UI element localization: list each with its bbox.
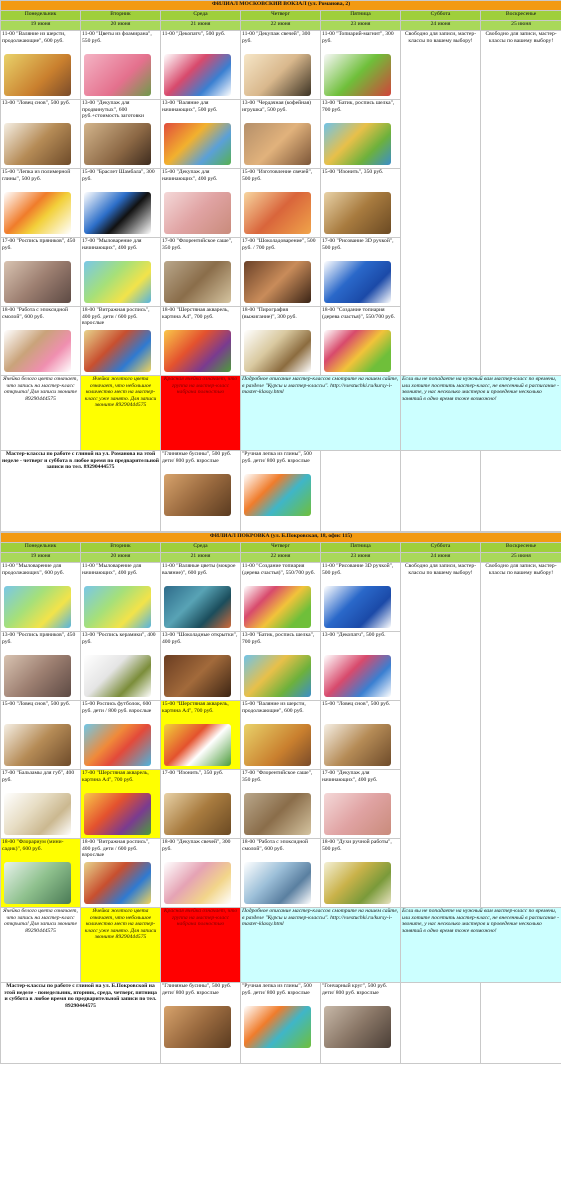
legend-contact: Если вы не попадаете на нужный вам мастер-класс по времени, или хотите посетить мастер-класс, не внесенный в расписание - звоните, у нас несколько мастеров и проведение несколько занятий в одно время тоже возможно! — [401, 376, 561, 451]
class-photo — [164, 655, 231, 697]
date-header: 19 июня — [1, 553, 81, 563]
class-photo — [244, 724, 311, 766]
class-label: "Глиняные бусины", 500 руб. дети/ 800 руб. взрослые — [162, 451, 232, 464]
date-header: 22 июня — [241, 21, 321, 31]
class-label: 13-00 "Ловец снов", 500 руб. — [2, 100, 71, 106]
clay-class-cell[interactable] — [241, 983, 321, 1064]
class-label: 11-00 "Цветы из фоамирана", 550 руб. — [82, 31, 152, 44]
schedule-table-branch2 — [0, 532, 561, 1064]
class-cell[interactable] — [241, 169, 321, 238]
class-photo — [84, 586, 151, 628]
clay-class-cell[interactable] — [241, 451, 321, 532]
class-photo — [324, 586, 391, 628]
class-photo — [84, 862, 151, 904]
class-photo — [164, 586, 231, 628]
class-cell[interactable] — [321, 632, 401, 701]
class-photo — [244, 330, 311, 372]
class-photo — [4, 123, 71, 165]
class-cell[interactable] — [161, 31, 241, 100]
clay-class-cell[interactable] — [321, 983, 401, 1064]
class-photo — [84, 192, 151, 234]
class-cell[interactable] — [81, 839, 161, 908]
class-label: 15-00 Роспись футболок, 600 руб. дети / 800 руб. взрослые — [82, 701, 152, 714]
legend-open: Ячейка белого цвета означает, что запись на мастер-класс открыта! Для записи звоните 89290444575 — [1, 908, 81, 983]
class-label: "Глиняные бусины", 500 руб. дети/ 800 руб. взрослые — [162, 983, 232, 996]
class-photo — [164, 1006, 231, 1048]
class-cell[interactable] — [161, 169, 241, 238]
class-cell[interactable] — [81, 31, 161, 100]
date-header: 25 июня — [481, 21, 561, 31]
class-label: 17-00 "Изонить", 350 руб. — [162, 770, 224, 776]
class-photo — [244, 54, 311, 96]
class-cell[interactable] — [161, 701, 241, 770]
class-cell[interactable] — [321, 701, 401, 770]
class-label: 13-00 "Роспись керамики", 400 руб. — [82, 632, 156, 645]
class-cell[interactable] — [161, 307, 241, 376]
day-header: Среда — [161, 11, 241, 21]
class-label: 17-00 "Декупаж для начинающих", 400 руб. — [322, 770, 378, 783]
class-cell[interactable] — [241, 563, 321, 632]
empty-cell — [321, 451, 401, 532]
class-label: 18-00 "Работа с эпоксидной смолой", 600 руб. — [2, 307, 69, 320]
class-cell[interactable] — [81, 563, 161, 632]
class-photo — [244, 793, 311, 835]
class-cell[interactable] — [1, 632, 81, 701]
class-label: 15-00 "Лепка из полимерной глины", 500 руб. — [2, 169, 71, 182]
legend-open: Ячейка белого цвета означает, что запись на мастер-класс открыта! Для записи звоните 89290444575 — [1, 376, 81, 451]
class-label: 15-00 "Валяние из шерсти, продолжающие", 600 руб. — [242, 701, 306, 714]
class-cell[interactable] — [81, 770, 161, 839]
class-label: 13-00 "Валяние для начинающих", 500 руб. — [162, 100, 218, 113]
class-label: 11-00 "Мыловарение для продолжающих", 600 руб. — [2, 563, 64, 576]
class-cell[interactable] — [321, 169, 401, 238]
class-photo — [244, 192, 311, 234]
class-photo — [4, 586, 71, 628]
empty-cell — [481, 451, 561, 532]
class-cell[interactable] — [161, 839, 241, 908]
date-header: 24 июня — [401, 21, 481, 31]
class-cell[interactable] — [81, 169, 161, 238]
class-photo — [164, 724, 231, 766]
class-label: 18-00 "Витражная роспись", 400 руб. дети / 600 руб. взрослые — [82, 839, 150, 859]
class-cell[interactable] — [241, 31, 321, 100]
day-header: Четверг — [241, 11, 321, 21]
clay-note: Мастер-классы по работе с глиной на ул. Б.Покровской на этой неделе - понедельник, вторник, среда, четверг, пятница и суббота в любое время по предварительной записи по тел. 89290444575 — [1, 983, 161, 1064]
day-header: Среда — [161, 543, 241, 553]
clay-class-cell[interactable] — [161, 451, 241, 532]
date-header: 21 июня — [161, 553, 241, 563]
class-label: 17-00 "Шерстяная акварель, картина А4", 700 руб. — [82, 770, 149, 783]
class-photo — [84, 330, 151, 372]
legend-full: Красная ячейка означает, что группа на мастер-класс набрана полностью — [161, 908, 241, 983]
legend-full: Красная ячейка означает, что группа на мастер-класс набрана полностью — [161, 376, 241, 451]
class-cell[interactable] — [161, 100, 241, 169]
class-photo — [164, 862, 231, 904]
class-label: 18-00 "Духи ручной работы", 500 руб. — [322, 839, 392, 852]
class-label: 18-00 "Создание топиария (дерева счастья)", 550/700 руб. — [322, 307, 396, 320]
class-cell[interactable] — [161, 770, 241, 839]
class-photo — [84, 54, 151, 96]
class-label: 15-00 "Шерстяная акварель, картина А4", 700 руб. — [162, 701, 229, 714]
class-photo — [84, 793, 151, 835]
class-label: 11-00 "Декупаж свечей", 300 руб. — [242, 31, 311, 44]
class-photo — [4, 192, 71, 234]
class-photo — [164, 123, 231, 165]
class-cell[interactable] — [81, 238, 161, 307]
class-cell[interactable] — [321, 563, 401, 632]
class-label: 13-00 "Шоколадные открытки", 400 руб. — [162, 632, 238, 645]
class-photo — [4, 862, 71, 904]
class-label: 18-00 "Витражная роспись", 400 руб. дети / 600 руб. взрослые — [82, 307, 150, 327]
class-photo — [324, 123, 391, 165]
class-photo — [324, 1006, 391, 1048]
class-photo — [4, 793, 71, 835]
class-photo — [84, 123, 151, 165]
class-label: 15-00 "Декупаж для начинающих", 400 руб. — [162, 169, 218, 182]
class-photo — [84, 261, 151, 303]
class-label: 13-00 "Декопатч", 500 руб. — [322, 632, 386, 638]
class-label: 17-00 "Роспись пряников", 450 руб. — [2, 238, 76, 251]
weekend-cell[interactable]: Свободно для записи, мастер-классы по вашему выбору! — [481, 31, 561, 376]
branch-title: ФИЛИАЛ ПОКРОВКА (ул. Б.Покровская, 18, офис 115) — [1, 533, 561, 543]
class-cell[interactable] — [321, 307, 401, 376]
day-header: Пятница — [321, 543, 401, 553]
class-cell[interactable] — [321, 839, 401, 908]
weekend-cell[interactable]: Свободно для записи, мастер-классы по вашему выбору! — [401, 31, 481, 376]
class-cell[interactable] — [241, 770, 321, 839]
date-header: 23 июня — [321, 21, 401, 31]
legend-info[interactable]: Подробное описание мастер-классов смотрите на нашем сайте, в разделе "Курсы и мастер-классы". http://vsestuchki.ru/kursy-i-master-klassy.html — [241, 908, 401, 983]
class-cell[interactable] — [161, 238, 241, 307]
class-photo — [4, 261, 71, 303]
class-cell[interactable] — [241, 701, 321, 770]
class-photo — [324, 192, 391, 234]
weekend-cell[interactable]: Свободно для записи, мастер-классы по вашему выбору! — [401, 563, 481, 908]
class-label: "Ручная лепка из глины", 500 руб. дети/ 800 руб. взрослые — [242, 451, 312, 464]
class-cell[interactable] — [321, 238, 401, 307]
class-label: 11-00 "Декопатч", 500 руб. — [162, 31, 226, 37]
clay-note: Мастер-классы по работе с глиной на ул. Романова на этой неделе - четверг и суббота в любое время по предварительной записи по тел. 89290444575 — [1, 451, 161, 532]
class-label: 11-00 "Мыловарение для начинающих", 400 руб. — [82, 563, 142, 576]
class-label: 13-00 "Чердачная (кофейная) игрушка", 500 руб. — [242, 100, 312, 113]
class-label: 11-00 "Рисование 3D ручкой", 500 руб. — [322, 563, 394, 576]
class-photo — [244, 655, 311, 697]
date-header: 20 июня — [81, 21, 161, 31]
class-photo — [324, 261, 391, 303]
class-photo — [324, 54, 391, 96]
class-cell[interactable] — [1, 307, 81, 376]
class-cell[interactable] — [241, 238, 321, 307]
class-photo — [4, 54, 71, 96]
class-cell[interactable] — [81, 307, 161, 376]
day-header: Вторник — [81, 543, 161, 553]
class-label: 15-00 "Изготовление свечей", 500 руб. — [242, 169, 313, 182]
clay-class-cell[interactable] — [161, 983, 241, 1064]
class-label: 15-00 "Изонить", 350 руб. — [322, 169, 384, 175]
class-photo — [84, 724, 151, 766]
class-cell[interactable] — [321, 770, 401, 839]
class-cell[interactable] — [321, 100, 401, 169]
class-photo — [324, 862, 391, 904]
class-photo — [324, 655, 391, 697]
class-label: 18-00 "Флорариум (мини-садик)", 600 руб. — [2, 839, 64, 852]
class-cell[interactable] — [1, 563, 81, 632]
empty-cell — [401, 451, 481, 532]
class-photo — [244, 123, 311, 165]
date-header: 24 июня — [401, 553, 481, 563]
date-header: 22 июня — [241, 553, 321, 563]
class-label: 18-00 "Работа с эпоксидной смолой", 600 руб. — [242, 839, 309, 852]
day-header: Пятница — [321, 11, 401, 21]
class-photo — [324, 330, 391, 372]
day-header: Воскресенье — [481, 543, 561, 553]
class-photo — [324, 793, 391, 835]
class-cell[interactable] — [241, 632, 321, 701]
class-photo — [164, 474, 231, 516]
class-label: 17-00 "Флорентийское саше", 350 руб. — [162, 238, 233, 251]
class-label: "Гончарный круг", 500 руб. дети/ 800 руб. взрослые — [322, 983, 388, 996]
class-label: 18-00 "Пирография (выжигание)", 300 руб. — [242, 307, 297, 320]
legend-partial: Ячейка желтого цвета означает, что небольшое количество мест на мастер-класс уже занято. Для записи звоните 89290444575 — [81, 908, 161, 983]
class-label: 18-00 "Шерстяная акварель, картина А4", 700 руб. — [162, 307, 229, 320]
class-cell[interactable] — [241, 839, 321, 908]
day-header: Суббота — [401, 543, 481, 553]
empty-cell — [481, 983, 561, 1064]
day-header: Вторник — [81, 11, 161, 21]
class-photo — [4, 330, 71, 372]
class-cell[interactable] — [1, 238, 81, 307]
class-cell[interactable] — [1, 839, 81, 908]
day-header: Четверг — [241, 543, 321, 553]
class-photo — [84, 655, 151, 697]
class-photo — [164, 330, 231, 372]
class-label: 11-00 "Валяные цветы (мокрое валяние)", 600 руб. — [162, 563, 236, 576]
empty-cell — [401, 983, 481, 1064]
class-label: "Ручная лепка из глины", 500 руб. дети/ 800 руб. взрослые — [242, 983, 312, 996]
class-label: 11-00 "Валяние из шерсти, продолжающие", 600 руб. — [2, 31, 66, 44]
class-cell[interactable] — [81, 701, 161, 770]
class-photo — [164, 793, 231, 835]
class-cell[interactable] — [81, 632, 161, 701]
class-label: 17-00 "Бальзамы для губ", 400 руб. — [2, 770, 75, 783]
class-label: 15-00 "Ловец снов", 500 руб. — [322, 701, 391, 707]
class-label: 18-00 "Декупаж свечей", 300 руб. — [162, 839, 231, 852]
class-label: 17-00 "Рисование 3D ручкой", 500 руб. — [322, 238, 394, 251]
class-photo — [244, 862, 311, 904]
class-label: 13-00 "Батик, роспись шелка", 700 руб. — [242, 632, 315, 645]
class-label: 15-00 "Браслет Шамбала", 300 руб. — [82, 169, 155, 182]
class-cell[interactable] — [161, 563, 241, 632]
class-photo — [4, 655, 71, 697]
date-header: 20 июня — [81, 553, 161, 563]
class-cell[interactable] — [161, 632, 241, 701]
class-label: 11-00 "Топиарий-магнит", 300 руб. — [322, 31, 394, 44]
class-label: 17-00 "Флорентийское саше", 350 руб. — [242, 770, 313, 783]
class-label: 13-00 "Роспись пряников", 450 руб. — [2, 632, 76, 645]
class-photo — [164, 192, 231, 234]
class-cell[interactable] — [241, 100, 321, 169]
class-cell[interactable] — [1, 100, 81, 169]
legend-contact: Если вы не попадаете на нужный вам мастер-класс по времени, или хотите посетить мастер-класс, не внесенный в расписание - звоните, у нас несколько мастеров и проведение несколько занятий в одно время тоже возможно! — [401, 908, 561, 983]
legend-partial: Ячейка желтого цвета означает, что небольшое количество мест на мастер-класс уже занято. Для записи звоните 89290444575 — [81, 376, 161, 451]
date-header: 23 июня — [321, 553, 401, 563]
schedule-table-branch1 — [0, 0, 561, 532]
day-header: Понедельник — [1, 11, 81, 21]
date-header: 21 июня — [161, 21, 241, 31]
class-label: 11-00 "Создание топиария (дерева счастья)", 550/700 руб. — [242, 563, 316, 576]
class-cell[interactable] — [1, 701, 81, 770]
class-label: 13-00 "Батик, роспись шелка", 700 руб. — [322, 100, 395, 113]
class-photo — [244, 586, 311, 628]
class-cell[interactable] — [1, 169, 81, 238]
class-photo — [244, 474, 311, 516]
class-cell[interactable] — [81, 100, 161, 169]
class-label: 13-00 "Декупаж для продвинутых", 600 руб.+стоимость заготовки — [82, 100, 144, 120]
class-photo — [4, 724, 71, 766]
legend-info[interactable]: Подробное описание мастер-классов смотрите на нашем сайте, в разделе "Курсы и мастер-классы". http://vsestuchki.ru/kursy-i-master-klassy.html — [241, 376, 401, 451]
class-cell[interactable] — [1, 770, 81, 839]
class-photo — [244, 1006, 311, 1048]
class-photo — [244, 261, 311, 303]
date-header: 19 июня — [1, 21, 81, 31]
class-photo — [164, 261, 231, 303]
weekend-cell[interactable]: Свободно для записи, мастер-классы по вашему выбору! — [481, 563, 561, 908]
class-label: 17-00 "Мыловарение для начинающих", 400 руб. — [82, 238, 142, 251]
class-cell[interactable] — [321, 31, 401, 100]
day-header: Суббота — [401, 11, 481, 21]
day-header: Воскресенье — [481, 11, 561, 21]
class-label: 15-00 "Ловец снов", 500 руб. — [2, 701, 71, 707]
branch-title: ФИЛИАЛ МОСКОВСКИЙ ВОКЗАЛ (ул. Романова, 2) — [1, 1, 561, 11]
class-cell[interactable] — [241, 307, 321, 376]
day-header: Понедельник — [1, 543, 81, 553]
date-header: 25 июня — [481, 553, 561, 563]
class-photo — [324, 724, 391, 766]
class-label: 17-00 "Шоколадоварение", 500 руб. / 700 руб. — [242, 238, 316, 251]
class-photo — [164, 54, 231, 96]
class-cell[interactable] — [1, 31, 81, 100]
